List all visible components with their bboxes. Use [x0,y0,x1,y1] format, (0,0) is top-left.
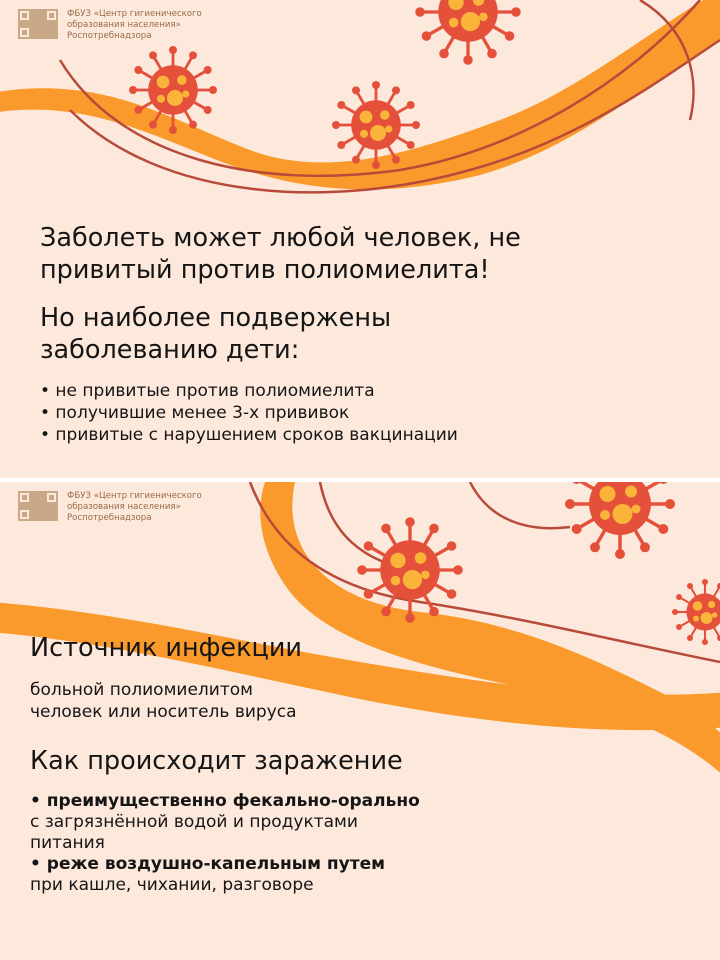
risk-group-list [40,380,458,446]
transmission-list [30,791,420,896]
list-item: • не привитые против полиомиелита [40,381,375,401]
transmission-heading: Как происходит заражение [30,746,403,776]
virus-icon [672,579,720,645]
list-item-description: питания [30,833,105,853]
virus-icon [565,482,675,559]
organization-name: ФБУЗ «Центр гигиенического образования населения» Роспотребнадзора [67,491,202,523]
slide-1-heading: Заболеть может любой человек, не привитый против полиомиелита! [40,223,521,285]
organization-logo [18,9,202,42]
qr-code-icon [18,491,58,521]
infection-source-heading: Источник инфекции [30,633,303,663]
slide-1 [0,0,720,478]
qr-code-icon [18,9,58,39]
list-item: • привитые с нарушением сроков вакцинации [40,425,458,445]
virus-icon [415,0,521,65]
list-item: • получившие менее 3-х прививок [40,403,350,423]
slide-1-subheading: Но наиболее подвержены заболеванию дети: [40,303,392,365]
slide-2 [0,482,720,960]
list-item-title: • реже воздушно-капельным путем [30,854,386,874]
orange-ribbon [260,482,720,782]
infection-source-text: больной полиомиелитом человек или носитель вируса [30,680,297,722]
list-item-description: с загрязнённой водой и продуктами [30,812,358,832]
curve-line [470,482,570,528]
organization-logo [18,491,202,524]
list-item-title: • преимущественно фекально-орально [30,791,420,811]
organization-name: ФБУЗ «Центр гигиенического образования населения» Роспотребнадзора [67,9,202,41]
list-item-description: при кашле, чихании, разговоре [30,875,314,895]
